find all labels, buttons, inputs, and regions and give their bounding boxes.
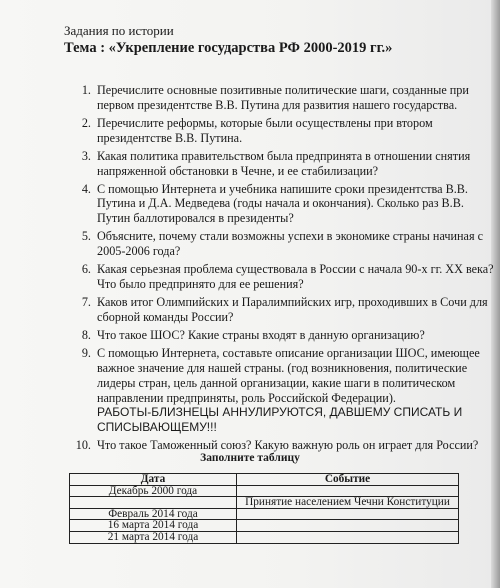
task-item: [94, 182, 494, 226]
table-row: [70, 531, 459, 543]
task-item: [94, 116, 494, 146]
task-text: 1. Перечислите основные позитивные политические шаги, созданные при первом президентстве В.В. Путина для развития нашего государства.: [97, 83, 469, 112]
task-text: 8. Что такое ШОС? Какие страны входят в данную организацию?: [97, 328, 425, 343]
table-row: [70, 485, 459, 497]
table-row: [70, 508, 459, 520]
task-text: 7. Каков итог Олимпийских и Паралимпийских игр, проходивших в Сочи для сборной команды России?: [97, 295, 488, 324]
event-column-header: Событие: [237, 474, 459, 486]
date-cell: 16 марта 2014 года: [70, 520, 237, 532]
task-item: [94, 295, 494, 325]
subject-heading: Задания по истории: [64, 23, 174, 38]
task-text: 6. Какая серьезная проблема существовала в России с начала 90-х гг. XX века? Что было предпринято для ее решения?: [97, 262, 494, 292]
task-item: [94, 438, 494, 453]
events-table: [69, 473, 459, 544]
table-row: [70, 520, 459, 532]
task-item: [94, 262, 494, 292]
task-item: [94, 328, 494, 343]
date-column-header: Дата: [70, 474, 237, 486]
event-cell: [237, 508, 459, 520]
date-cell: Февраль 2014 года: [70, 508, 237, 520]
date-cell: Декабрь 2000 года: [70, 485, 237, 497]
warning-note: РАБОТЫ-БЛИЗНЕЦЫ АННУЛИРУЮТСЯ, ДАВШЕМУ СПИСАТЬ И СПИСЫВАЮЩЕМУ!!!: [97, 405, 463, 435]
event-cell: [237, 531, 459, 543]
date-cell: [70, 497, 237, 509]
table-header-row: [70, 474, 459, 486]
event-cell: Принятие населением Чечни Конституции: [237, 497, 459, 509]
task-list: [52, 83, 494, 456]
topic-title: Тема : «Укрепление государства РФ 2000-2019 гг.»: [64, 40, 393, 56]
task-item: [94, 149, 494, 179]
table-row: [70, 497, 459, 509]
task-text: 9. С помощью Интернета, составьте описание организации ШОС, имеющее важное значение для нашей страны. (год возникновения, политические лидеры стран, цель данной организации, какие шаги в политическом направлении предприняты, роль Российской Федерации).: [97, 346, 480, 405]
date-cell: 21 марта 2014 года: [70, 531, 237, 543]
event-cell: [237, 485, 459, 497]
task-item: [94, 83, 494, 113]
task-text: 4. С помощью Интернета и учебника напишите сроки президентства В.В. Путина и Д.А. Медведева (годы начала и окончания). Сколько раз В.В. Путин баллотировался в президенты?: [97, 181, 468, 226]
task-text: 10. Что такое Таможенный союз? Какую важную роль он играет для России?: [97, 438, 479, 453]
task-item: [94, 346, 494, 435]
table-title: Заполните таблицу: [200, 452, 300, 464]
task-text: 5. Объясните, почему стали возможны успехи в экономике страны начиная с 2005-2006 года?: [97, 229, 484, 259]
task-text: 2. Перечислите реформы, которые были осуществлены при втором президентстве В.В. Путина.: [97, 115, 433, 145]
event-cell: [237, 520, 459, 532]
task-item: [94, 229, 494, 259]
task-text: 3. Какая политика правительством была предпринята в отношении снятия напряженной обстановки в Чечне, и ее стабилизации?: [97, 148, 471, 178]
